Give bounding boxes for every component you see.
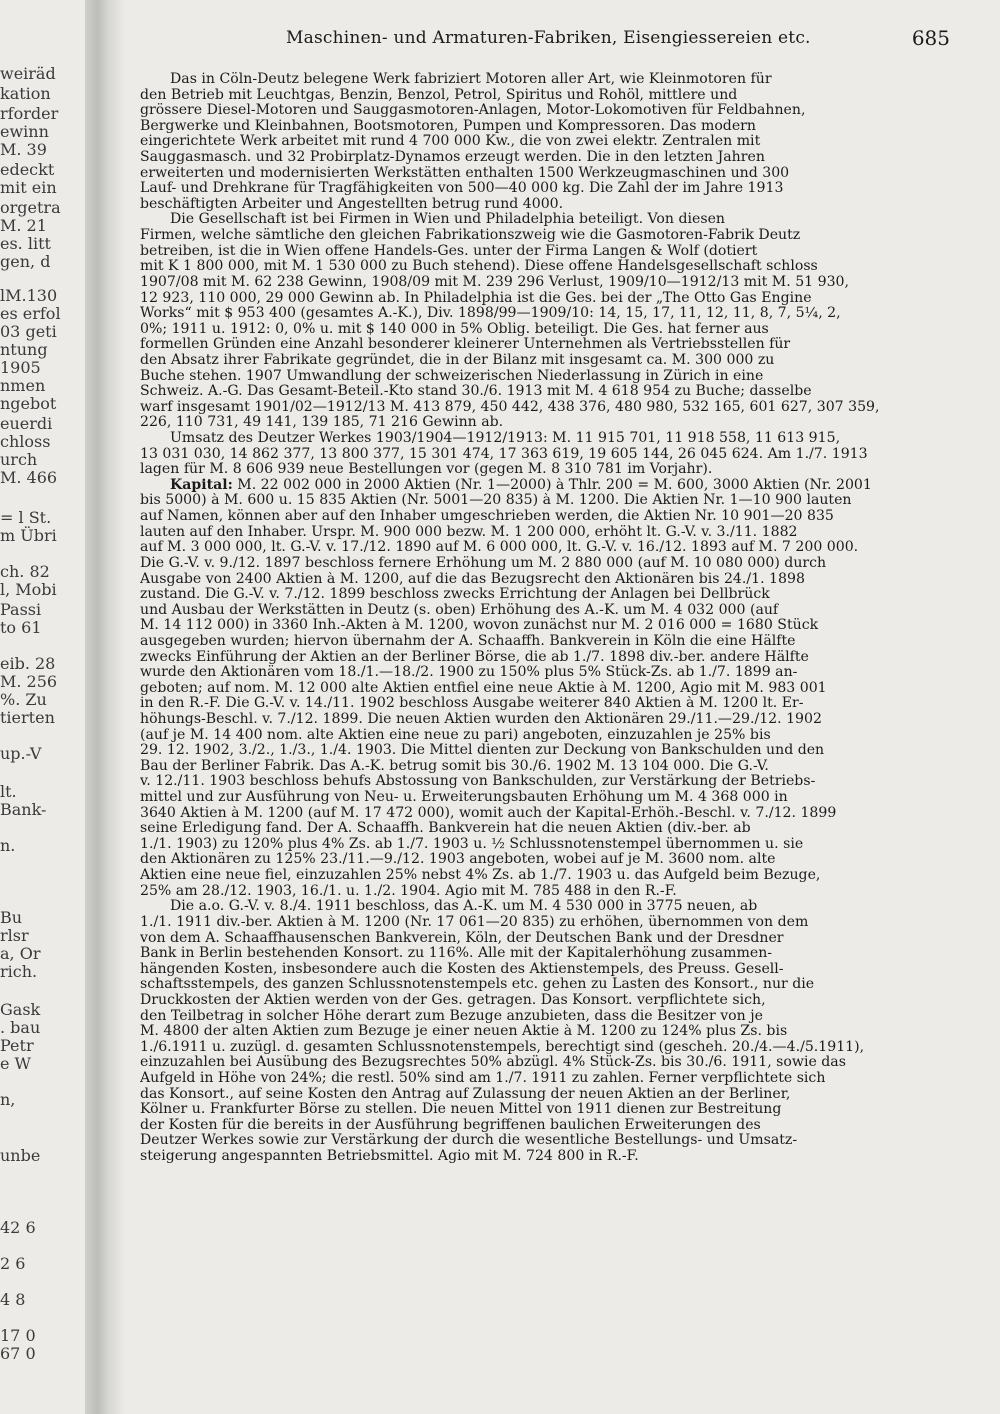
- facing-page-fragment-line: edeckt: [0, 160, 55, 179]
- text-line: Bau der Berliner Fabrik. Das A.-K. betrug somit bis 30./6. 1902 M. 13 104 000. Die G.-V.: [140, 758, 769, 774]
- text-line: 1./1. 1911 div.-ber. Aktien à M. 1200 (Nr. 17 061—20 835) zu erhöhen, übernommen von dem: [140, 914, 809, 930]
- text-line: Bank in Berlin bestehenden Konsort. zu 116%. Alle mit der Kapitalerhöhung zusammen-: [140, 946, 773, 962]
- facing-page-fragment-line: 03 geti: [0, 322, 57, 341]
- text-line: eingerichtete Werk arbeitet mit rund 4 700 000 Kw., die von zwei elektr. Zentralen mit: [140, 134, 761, 150]
- facing-page-fragment-line: to 61: [0, 618, 42, 637]
- facing-page-fragment-line: %. Zu: [0, 690, 47, 709]
- facing-page-fragment-line: gen, d: [0, 252, 51, 271]
- facing-page-fragment: [0, 65, 92, 1414]
- facing-page-fragment-line: kation: [0, 84, 51, 103]
- facing-page-fragment-line: Gask: [0, 1000, 41, 1019]
- text-line: auf M. 3 000 000, lt. G.-V. v. 17./12. 1890 auf M. 6 000 000, lt. G.-V. v. 16./12. 1893 auf M. 7 200 000.: [140, 540, 859, 556]
- text-line: hängenden Kosten, insbesondere auch die Kosten des Aktienstempels, des Preuss. Gesell-: [140, 961, 784, 977]
- text-line: M. 14 112 000) in 3360 Inh.-Akten à M. 1200, wovon zunächst nur M. 2 016 000 = 1680 Stück: [140, 618, 819, 634]
- text-line: mit K 1 800 000, mit M. 1 530 000 zu Buch stehend). Diese offene Handelsgesellschaft schloss: [140, 259, 818, 275]
- facing-page-fragment-line: up.-V: [0, 744, 42, 763]
- facing-page-fragment-line: Bank-: [0, 800, 47, 819]
- text-line: 1./6.1911 u. zuzügl. d. gesamten Schlussnotenstempels, berechtigt sind (gescheh. 20./4.—4./5.1911),: [140, 1039, 865, 1055]
- text-line: 1907/08 mit M. 62 238 Gewinn, 1908/09 mit M. 239 296 Verlust, 1909/10—1912/13 mit M. 51 930,: [140, 274, 849, 290]
- text-line: bis 5000) à M. 600 u. 15 835 Aktien (Nr. 5001—20 835) à M. 1200. Die Aktien Nr. 1—10 900 lauten: [140, 493, 852, 509]
- facing-page-fragment-line: es. litt: [0, 234, 51, 253]
- text-line: 13 031 030, 14 862 377, 13 800 377, 15 301 474, 17 363 619, 19 605 144, 26 045 624. Am 1./7. 1913: [140, 446, 868, 462]
- facing-page-fragment-line: urch: [0, 450, 38, 469]
- page-number: 685: [911, 26, 950, 50]
- text-line: lauten auf den Inhaber. Urspr. M. 900 000 bezw. M. 1 200 000, erhöht lt. G.-V. v. 3./11. 1882: [140, 524, 798, 540]
- facing-page-fragment-line: 2 6: [0, 1254, 26, 1273]
- facing-page-fragment-line: = l St.: [0, 508, 52, 527]
- text-line: den Teilbetrag in solcher Höhe derart zum Bezuge anzubieten, dass die Besitzer von je: [140, 1008, 763, 1024]
- facing-page-fragment-line: m Übri: [0, 526, 57, 545]
- binding-shadow: [85, 0, 125, 1414]
- facing-page-fragment-line: . bau: [0, 1018, 41, 1037]
- facing-page-fragment-line: n.: [0, 836, 16, 855]
- text-line: Kölner u. Frankfurter Börse zu stellen. Die neuen Mittel von 1911 dienen zur Bestreitung: [140, 1102, 782, 1118]
- text-line: beschäftigten Arbeiter und Angestellten betrug rund 4000.: [140, 196, 564, 212]
- text-line: formellen Gründen eine Anzahl besonderer kleinerer Unternehmen als Vertriebsstellen für: [140, 337, 791, 353]
- text-line: steigerung angespannten Betriebsmittel. Agio mit M. 724 800 in R.-F.: [140, 1149, 639, 1165]
- facing-page-fragment-line: orgetra: [0, 198, 61, 217]
- facing-page-fragment-line: tierten: [0, 708, 55, 727]
- text-line: einzuzahlen bei Ausübung des Bezugsrechtes 50% abzügl. 4% Stück-Zs. bis 30./6. 1911, sowie das: [140, 1055, 846, 1071]
- text-line: den Aktionären zu 125% 23./11.—9./12. 1903 angeboten, wobei auf je M. 3600 nom. alte: [140, 852, 776, 868]
- facing-page-fragment-line: unbe: [0, 1146, 41, 1165]
- text-line: warf insgesamt 1901/02—1912/13 M. 413 879, 450 442, 438 376, 480 980, 532 165, 601 627, 307 359,: [140, 399, 880, 415]
- facing-page-fragment-line: lM.130: [0, 286, 58, 305]
- text-line: zustand. Die G.-V. v. 7./12. 1899 beschloss zwecks Errichtung der Anlagen bei Dellbrück: [140, 587, 770, 603]
- text-line: höhungs-Beschl. v. 7./12. 1899. Die neuen Aktien wurden den Aktionären 29./11.—29./12. 1902: [140, 711, 822, 727]
- text-line: zwecks Einführung der Aktien an der Berliner Börse, die ab 1./7. 1898 div.-ber. andere Hälfte: [140, 649, 809, 665]
- facing-page-fragment-line: 42 6: [0, 1218, 36, 1237]
- text-line: 3640 Aktien à M. 1200 (auf M. 17 472 000), womit auch der Kapital-Erhöh.-Beschl. v. 7./12. 1899: [140, 805, 837, 821]
- text-line: der Kosten für die bereits in der Ausführung begriffenen baulichen Erweiterungen des: [140, 1117, 761, 1133]
- text-line: Sauggasmasch. und 32 Probirplatz-Dynamos erzeugt werden. Die in den letzten Jahren: [140, 150, 765, 166]
- facing-page-fragment-line: mit ein: [0, 178, 57, 197]
- text-line: Druckkosten der Aktien werden von der Ges. getragen. Das Konsort. verpflichtete sich,: [140, 992, 766, 1008]
- text-line: betreiben, ist die in Wien offene Handels-Ges. unter der Firma Langen & Wolf (dotiert: [140, 243, 758, 259]
- text-line: in den R.-F. Die G.-V. v. 14./11. 1902 beschloss Ausgabe weiterer 840 Aktien à M. 1200 lt. Er-: [140, 696, 804, 712]
- text-line: Works“ mit $ 953 400 (gesamtes A.-K.), Div. 1898/99—1909/10: 14, 15, 17, 11, 12, 11, 8, 7, 5¼, 2,: [140, 306, 841, 322]
- running-header: [286, 28, 950, 54]
- text-line: Die G.-V. v. 9./12. 1897 beschloss fernere Erhöhung um M. 2 880 000 (auf M. 10 080 000) durch: [140, 555, 827, 571]
- facing-page-fragment-line: M. 256: [0, 672, 58, 691]
- text-line: v. 12./11. 1903 beschloss behufs Abstossung von Bankschulden, zur Verstärkung der Betriebs-: [140, 774, 816, 790]
- text-line: den Betrieb mit Leuchtgas, Benzin, Benzol, Petrol, Spiritus und Rohöl, mittlere und: [140, 87, 738, 103]
- facing-page-fragment-line: rforder: [0, 104, 59, 123]
- facing-page-fragment-line: M. 21: [0, 216, 47, 235]
- facing-page-fragment-line: euerdi: [0, 414, 53, 433]
- facing-page-fragment-line: e W: [0, 1054, 31, 1073]
- text-line: 226, 110 731, 49 141, 139 185, 71 216 Gewinn ab.: [140, 415, 504, 431]
- facing-page-fragment-line: 4 8: [0, 1290, 26, 1309]
- article-body: [140, 72, 940, 1165]
- text-line: auf Namen, können aber auf den Inhaber umgeschrieben werden, die Aktien Nr. 10 901—20 835: [140, 509, 834, 525]
- text-line: (auf je M. 14 400 nom. alte Aktien eine neue zu pari) angeboten, einzuzahlen je 25% bis: [140, 727, 771, 743]
- text-line: mittel und zur Ausführung von Neu- u. Erweiterungsbauten Erhöhung um M. 4 368 000 in: [140, 790, 788, 806]
- facing-page-fragment-line: a, Or: [0, 944, 41, 963]
- facing-page-fragment-line: lt.: [0, 782, 17, 801]
- text-line: Aktien eine neue fiel, einzuzahlen 25% nebst 4% Zs. ab 1./7. 1903 u. das Aufgeld beim Bezuge,: [140, 868, 821, 884]
- facing-page-fragment-line: l, Mobi: [0, 580, 57, 599]
- text-line: ausgegeben wurden; hiervon übernahm der A. Schaaffh. Bankverein in Köln die eine Hälfte: [140, 633, 796, 649]
- text-line: Lauf- und Drehkrane für Tragfähigkeiten von 500—40 000 kg. Die Zahl der im Jahre 1913: [140, 181, 784, 197]
- text-line: und Ausbau der Werkstätten in Deutz (s. oben) Erhöhung des A.-K. um M. 4 032 000 (auf: [140, 602, 779, 618]
- text-line: 29. 12. 1902, 3./2., 1./3., 1./4. 1903. Die Mittel dienten zur Deckung von Bankschulden und den: [140, 743, 825, 759]
- facing-page-fragment-line: eib. 28: [0, 654, 56, 673]
- text-line: schaftsstempels, des ganzen Schlussnotenstempels etc. gehen zu Lasten des Konsort., nur die: [140, 977, 815, 993]
- facing-page-fragment-line: Petr: [0, 1036, 34, 1055]
- text-line: geboten; auf nom. M. 12 000 alte Aktien entfiel eine neue Aktie à M. 1200, Agio mit M. 983 001: [140, 680, 827, 696]
- text-line: Umsatz des Deutzer Werkes 1903/1904—1912/1913: M. 11 915 701, 11 918 558, 11 613 915,: [170, 431, 841, 447]
- text-line: Aufgeld in Höhe von 24%; die restl. 50% sind am 1./7. 1911 zu zahlen. Ferner verpflichtete sich: [140, 1071, 826, 1086]
- facing-page-fragment-line: ch. 82: [0, 562, 50, 581]
- facing-page-fragment-line: ewinn: [0, 122, 49, 141]
- text-line: Bergwerke und Kleinbahnen, Bootsmotoren, Pumpen und Kompressoren. Das modern: [140, 118, 756, 134]
- text-line: 0%; 1911 u. 1912: 0, 0% u. mit $ 140 000 in 5% Oblig. beteiligt. Die Ges. hat ferner aus: [140, 321, 769, 337]
- text-line: seine Erledigung fand. Der A. Schaaffh. Bankverein hat die neuen Aktien (div.-ber. ab: [140, 821, 751, 837]
- facing-page-fragment-line: weiräd: [0, 65, 56, 83]
- facing-page-fragment-line: M. 39: [0, 140, 47, 159]
- text-line: Kapital: M. 22 002 000 in 2000 Aktien (Nr. 1—2000) à Thlr. 200 = M. 600, 3000 Aktien (Nr. 2001: [170, 477, 872, 493]
- facing-page-fragment-line: chloss: [0, 432, 51, 451]
- facing-page-fragment-line: Bu: [0, 908, 23, 927]
- text-line: Deutzer Werkes sowie zur Verstärkung der durch die wesentliche Bestellungs- und Umsatz-: [140, 1133, 798, 1149]
- text-line: Firmen, welche sämtliche den gleichen Fabrikationszweig wie die Gasmotoren-Fabrik Deutz: [140, 228, 801, 244]
- text-line: lagen für M. 8 606 939 neue Bestellungen vor (gegen M. 8 310 781 im Vorjahr).: [140, 462, 713, 478]
- facing-page-fragment-line: M. 466: [0, 468, 58, 487]
- facing-page-fragment-line: ngebot: [0, 394, 57, 413]
- text-line: den Absatz ihrer Fabrikate gegründet, die in der Bilanz mit insgesamt ca. M. 300 000 zu: [140, 352, 775, 368]
- facing-page-fragment-line: ntung: [0, 340, 48, 359]
- text-line: Buche stehen. 1907 Umwandlung der schweizerischen Niederlassung in Zürich in eine: [140, 368, 764, 384]
- text-line: Das in Cöln-Deutz belegene Werk fabriziert Motoren aller Art, wie Kleinmotoren für: [170, 72, 772, 87]
- facing-page-fragment-line: n,: [0, 1090, 16, 1109]
- facing-page-fragment-line: 1905: [0, 358, 41, 377]
- text-line: 12 923, 110 000, 29 000 Gewinn ab. In Philadelphia ist die Ges. bei der „The Otto Gas Engine: [140, 290, 812, 306]
- facing-page-fragment-line: rich.: [0, 962, 38, 981]
- text-line: Schweiz. A.-G. Das Gesamt-Beteil.-Kto stand 30./6. 1913 mit M. 4 618 954 zu Buche; dasselbe: [140, 384, 812, 400]
- text-line: 25% am 28./12. 1903, 16./1. u. 1./2. 1904. Agio mit M. 785 488 in den R.-F.: [140, 883, 677, 899]
- facing-page-fragment-line: 17 0: [0, 1326, 36, 1345]
- facing-page-fragment-line: nmen: [0, 376, 46, 395]
- text-line: 1./1. 1903) zu 120% plus 4% Zs. ab 1./7. 1903 u. ½ Schlussnotenstempel übernommen u. sie: [140, 836, 804, 852]
- section-label-kapital: Kapital:: [170, 477, 233, 493]
- facing-page-fragment-line: rlsr: [0, 926, 29, 945]
- facing-page-fragment-line: 67 0: [0, 1344, 36, 1363]
- text-line: das Konsort., auf seine Kosten den Antrag auf Zulassung der neuen Aktien an der Berliner,: [140, 1086, 791, 1102]
- facing-page-fragment-line: Passi: [0, 600, 42, 619]
- running-header-title: Maschinen- und Armaturen-Fabriken, Eisengiessereien etc.: [286, 28, 811, 48]
- text-line: Die a.o. G.-V. v. 8./4. 1911 beschloss, das A.-K. um M. 4 530 000 in 3775 neuen, ab: [170, 899, 758, 915]
- text-line: wurde den Aktionären vom 18./1.—18./2. 1900 zu 150% plus 5% Stück-Zs. ab 1./7. 1899 an-: [140, 665, 798, 681]
- text-line: von dem A. Schaaffhausenschen Bankverein, Köln, der Deutschen Bank und der Dresdner: [140, 930, 784, 946]
- text-line: erweiterten und modernisierten Werkstätten enthalten 1500 Werkzeugmaschinen und 300: [140, 165, 790, 181]
- text-line: M. 4800 der alten Aktien zum Bezuge je einer neuen Aktie à M. 1200 zu 124% plus Zs. bis: [140, 1024, 788, 1040]
- text-line: Ausgabe von 2400 Aktien à M. 1200, auf die das Bezugsrecht den Aktionären bis 24./1. 1898: [140, 571, 805, 587]
- text-line: Die Gesellschaft ist bei Firmen in Wien und Philadelphia beteiligt. Von diesen: [170, 212, 725, 228]
- facing-page-fragment-line: es erfol: [0, 304, 61, 323]
- text-line: grössere Diesel-Motoren und Sauggasmotoren-Anlagen, Motor-Lokomotiven für Feldbahnen,: [140, 103, 806, 119]
